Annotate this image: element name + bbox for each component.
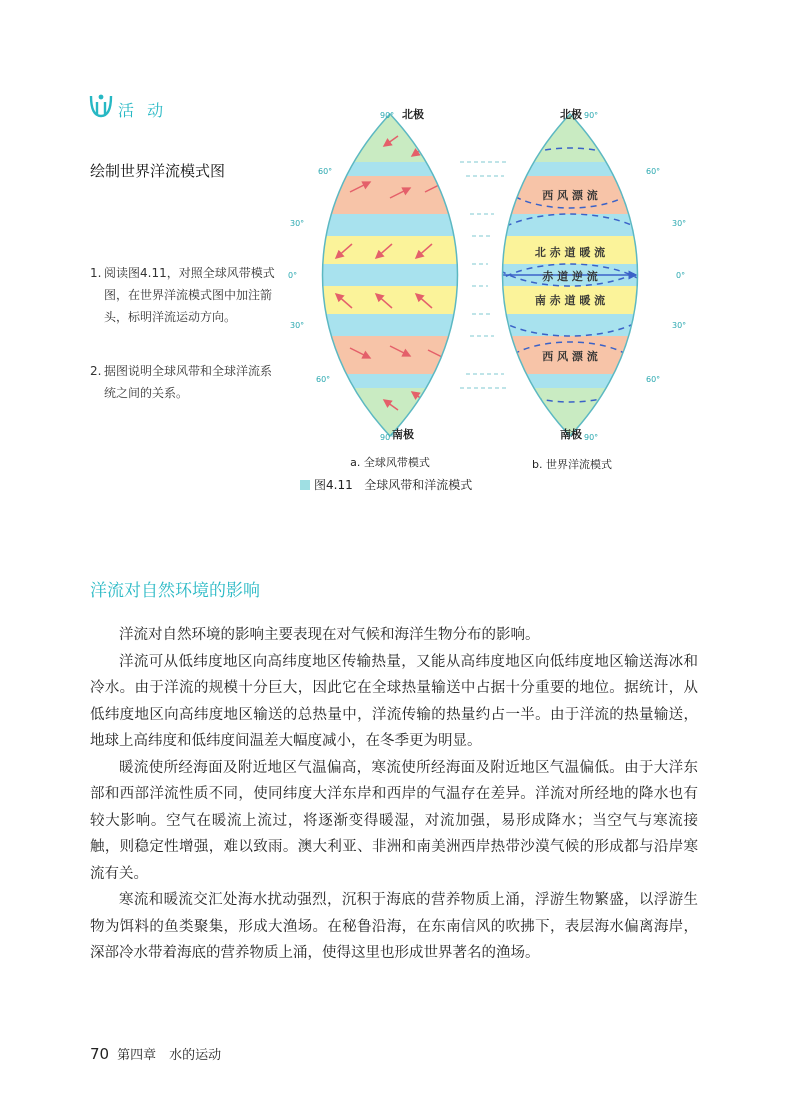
lat-label: 0° [676, 271, 686, 280]
lat-label: 60° [318, 167, 333, 176]
paragraph: 寒流和暖流交汇处海水扰动强烈，沉积于海底的营养物质上涌，浮游生物繁盛，以浮游生物为饵料的鱼类聚集，形成大渔场。在秘鲁沿海，在东南信风的吹拂下，表层海水偏离海岸，深部冷水带着海底的营养物质上涌，使得这里也形成世界著名的渔场。 [90, 892, 698, 961]
task-item-2 [90, 360, 280, 404]
wind-belt-map [280, 100, 500, 460]
lat-label: 30° [672, 219, 687, 228]
left-south-pole-label: 南极 [392, 428, 414, 441]
section-body [90, 622, 698, 967]
activity-label: 活 动 [118, 101, 168, 120]
page-number: 70 [90, 1045, 110, 1063]
chapter-title: 第四章 水的运动 [117, 1048, 222, 1063]
page-footer [90, 1044, 221, 1063]
paragraph: 暖流使所经海面及附近地区气温偏高，寒流使所经海面及附近地区气温偏低。由于大洋东部和西部洋流性质不同，使同纬度大洋东岸和西岸的气温存在差异。洋流对所经地的降水也有较大影响。空气在暖流上流过，将逐渐变得暖湿，对流加强，易形成降水；当空气与寒流接触，则稳定性增强，难以致雨。澳大利亚、非洲和南美洲西岸热带沙漠气候的形成都与沿岸寒流有关。 [90, 759, 698, 882]
band-label: 南 赤 道 暖 流 [534, 294, 606, 307]
lat-label: 60° [646, 167, 661, 176]
lat-label: 30° [290, 219, 305, 228]
paragraph: 洋流可从低纬度地区向高纬度地区传输热量，又能从高纬度地区向低纬度地区输送海冰和冷水。由于洋流的规模十分巨大，因此它在全球热量输送中占据十分重要的地位。据统计，从低纬度地区向高纬度地区输送的总热量中，洋流传输的热量约占一半。由于洋流的热量输送，地球上高纬度和低纬度间温差大幅度减小，在冬季更为明显。 [90, 653, 698, 749]
left-north-pole-label: 北极 [402, 108, 424, 121]
task-item-1 [90, 262, 280, 328]
lat-label: 30° [290, 321, 305, 330]
band-label: 西 风 漂 流 [542, 350, 598, 363]
band-label: 赤 道 逆 流 [542, 270, 598, 283]
task-number: 2. [90, 364, 102, 378]
caption-number: 图4.11 [314, 478, 353, 492]
band-label: 北 赤 道 暖 流 [534, 246, 606, 259]
lat-label: 30° [672, 321, 687, 330]
task-text: 据图说明全球风带和全球洋流系统之间的关系。 [104, 364, 273, 400]
figure-caption [300, 476, 472, 493]
activity-heading: 绘制世界洋流模式图 [90, 162, 226, 180]
band-label: 西 风 漂 流 [542, 189, 598, 202]
lat-label: 90° [584, 111, 599, 120]
caption-text: 全球风带和洋流模式 [364, 478, 473, 492]
subcaption-b: b. 世界洋流模式 [532, 458, 612, 471]
paragraph: 洋流对自然环境的影响主要表现在对气候和海洋生物分布的影响。 [119, 627, 540, 643]
lat-label: 60° [316, 375, 331, 384]
latitude-guide-lines [460, 162, 508, 388]
lat-label: 0° [288, 271, 298, 280]
lat-label: 90° [380, 433, 395, 442]
lat-label: 90° [380, 111, 395, 120]
caption-marker-icon [300, 480, 310, 490]
lat-label: 90° [584, 433, 599, 442]
section-title: 洋流对自然环境的影响 [90, 581, 260, 601]
task-number: 1. [90, 266, 102, 280]
activity-badge-icon [88, 92, 114, 120]
subcaption-a: a. 全球风带模式 [350, 456, 430, 469]
right-north-pole-label: 北极 [560, 108, 582, 121]
lat-label: 60° [646, 375, 661, 384]
task-text: 阅读图4.11，对照全球风带模式图，在世界洋流模式图中加注箭头，标明洋流运动方向。 [104, 266, 275, 324]
right-south-pole-label: 南极 [560, 428, 582, 441]
